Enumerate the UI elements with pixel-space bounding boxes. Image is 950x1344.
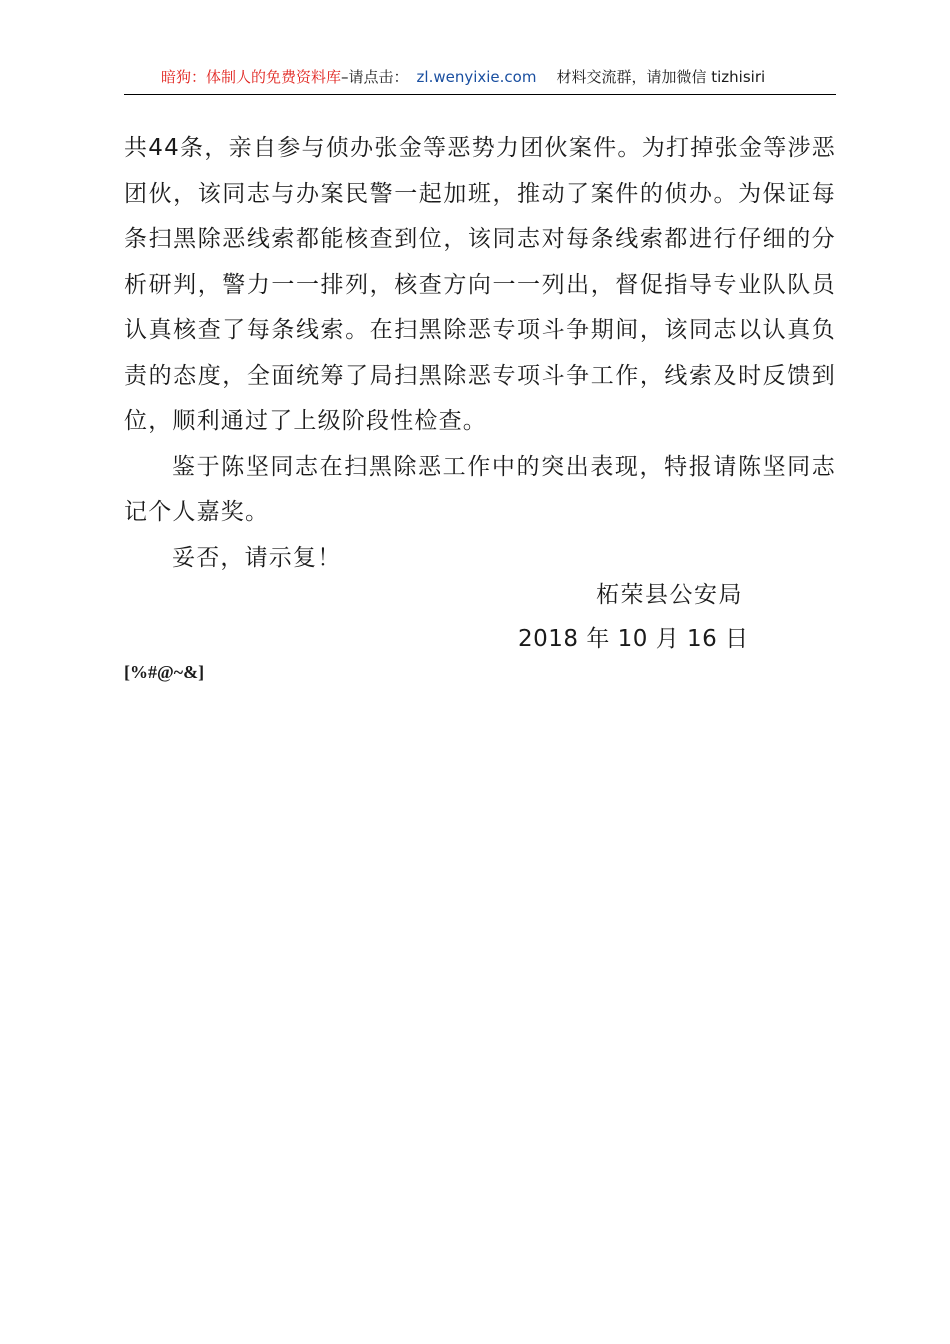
header-click-prompt: –请点击：: [341, 68, 409, 86]
signature-organization: 柘荣县公安局: [596, 582, 743, 608]
body-paragraph-2: 鉴于陈坚同志在扫黑除恶工作中的突出表现，特报请陈坚同志记个人嘉奖。: [124, 453, 836, 525]
header-wechat-note: 材料交流群，请加微信 tizhisiri: [556, 68, 766, 86]
body-paragraph-3: 妥否，请示复！: [172, 544, 342, 571]
page-header: [124, 66, 836, 95]
header-link[interactable]: zl.wenyixie.com: [416, 68, 537, 86]
document-body: [124, 126, 836, 581]
header-site-name: 暗狗：体制人的免费资料库: [161, 68, 342, 86]
end-marker: [%#@~&]: [124, 662, 205, 682]
signature-date: 2018 年 10 月 16 日: [518, 626, 749, 652]
body-paragraph-1: 共44条，亲自参与侦办张金等恶势力团伙案件。为打掉张金等涉恶团伙，该同志与办案民警一起加班，推动了案件的侦办。为保证每条扫黑除恶线索都能核查到位，该同志对每条线索都进行仔细的分析研判，警力一一排列，核查方向一一列出，督促指导专业队队员认真核查了每条线索。在扫黑除恶专项斗争期间，该同志以认真负责的态度，全面统筹了局扫黑除恶专项斗争工作，线索及时反馈到位，顺利通过了上级阶段性检查。: [124, 135, 836, 434]
